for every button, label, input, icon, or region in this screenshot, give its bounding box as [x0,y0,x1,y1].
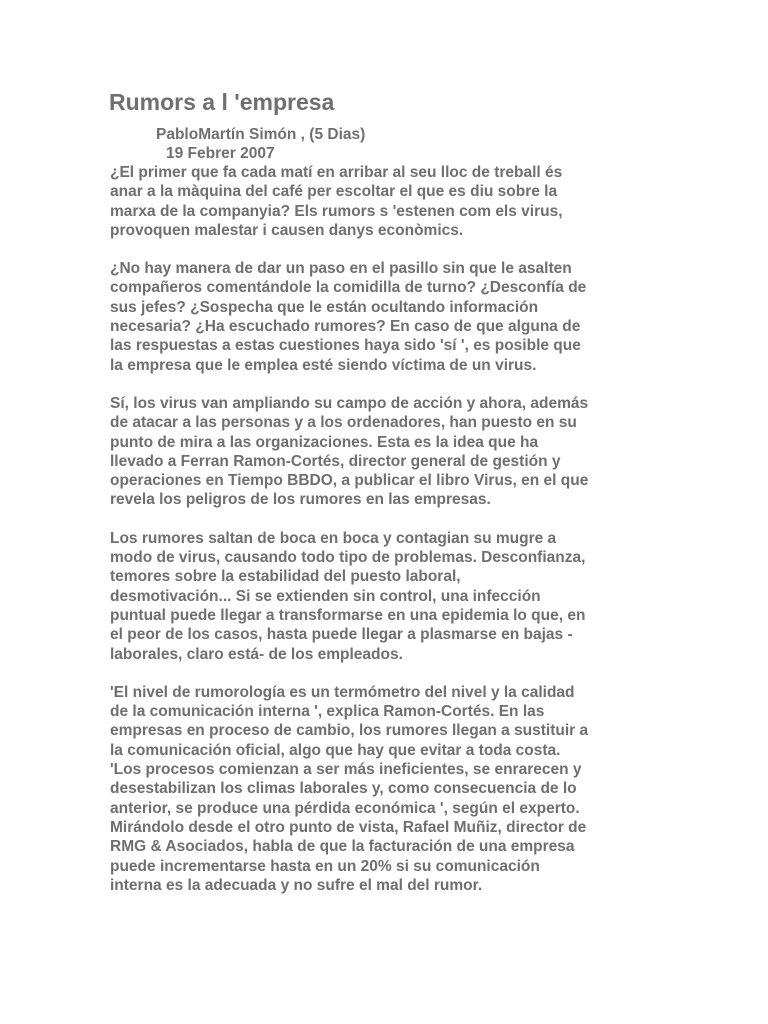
article-body [110,163,670,914]
text-line: modo de virus, causando todo tipo de problemas. Desconfianza, [110,549,586,567]
paragraph-3 [110,394,670,510]
text-line: 'El nivel de rumorología es un termómetro del nivel y la calidad [110,683,575,701]
paragraph-4 [110,529,670,664]
text-line: revela los peligros de los rumores en las empresas. [110,491,491,509]
text-line: anar a la màquina del café per escoltar el que es diu sobre la [110,183,558,201]
text-line: la comunicación oficial, algo que hay que evitar a toda costa. [110,741,561,759]
text-line: las respuestas a estas cuestiones haya sido 'sí ', es posible que [110,337,581,355]
text-line: punto de mira a las organizaciones. Esta es la idea que ha [110,433,539,451]
text-line: empresas en proceso de cambio, los rumores llegan a sustituir a [110,722,589,740]
text-line: marxa de la companyia? Els rumors s 'estenen com els virus, [110,202,563,220]
paragraph-5 [110,683,670,895]
text-line: compañeros comentándole la comidilla de turno? ¿Desconfía de [110,279,587,297]
text-line: de la comunicación interna ', explica Ramon-Cortés. En las [110,703,545,721]
text-line: Los rumores saltan de boca en boca y contagian su mugre a [110,529,557,547]
text-line: llevado a Ferran Ramon-Cortés, director general de gestión y [110,452,561,470]
text-line: la empresa que le emplea esté siendo víctima de un virus. [110,356,537,374]
text-line: el peor de los casos, hasta puede llegar a plasmarse en bajas - [110,626,573,644]
text-line: Sí, los virus van ampliando su campo de acción y ahora, además [110,394,589,412]
text-line: ¿El primer que fa cada matí en arribar al seu lloc de treball és [110,164,563,181]
text-line: anterior, se produce una pérdida económica ', según el experto. [110,799,580,817]
text-line: ¿No hay manera de dar un paso en el pasillo sin que le asalten [110,260,572,278]
text-line: puntual puede llegar a transformarse en una epidemia lo que, en [110,606,586,624]
article-byline: PabloMartín Simón , (5 Dias) [156,126,366,143]
text-line: provoquen malestar i causen danys econòmics. [110,221,464,239]
article-title: Rumors a l 'empresa [109,89,335,115]
text-line: 'Los procesos comienzan a ser más ineficientes, se enrarecen y [110,761,582,779]
text-line: Mirándolo desde el otro punto de vista, Rafael Muñiz, director de [110,818,587,836]
text-line: operaciones en Tiempo BBDO, a publicar el libro Virus, en el que [110,472,589,490]
text-line: desestabilizan los climas laborales y, como consecuencia de lo [110,780,577,798]
text-line: sus jefes? ¿Sospecha que le están ocultando información [110,298,539,316]
paragraph-1 [110,163,670,240]
article-date: 19 Febrer 2007 [166,145,275,162]
text-line: RMG & Asociados, habla de que la facturación de una empresa [110,838,575,856]
text-line: temores sobre la estabilidad del puesto laboral, [110,568,461,586]
text-line: necesaria? ¿Ha escuchado rumores? En caso de que alguna de [110,318,581,336]
text-line: interna es la adecuada y no sufre el mal del rumor. [110,876,483,894]
paragraph-2 [110,259,670,375]
text-line: laborales, claro está- de los empleados. [110,645,403,663]
text-line: desmotivación... Si se extienden sin control, una infección [110,587,541,605]
text-line: de atacar a las personas y a los ordenadores, han puesto en su [110,414,577,432]
text-line: puede incrementarse hasta en un 20% si su comunicación [110,857,540,875]
